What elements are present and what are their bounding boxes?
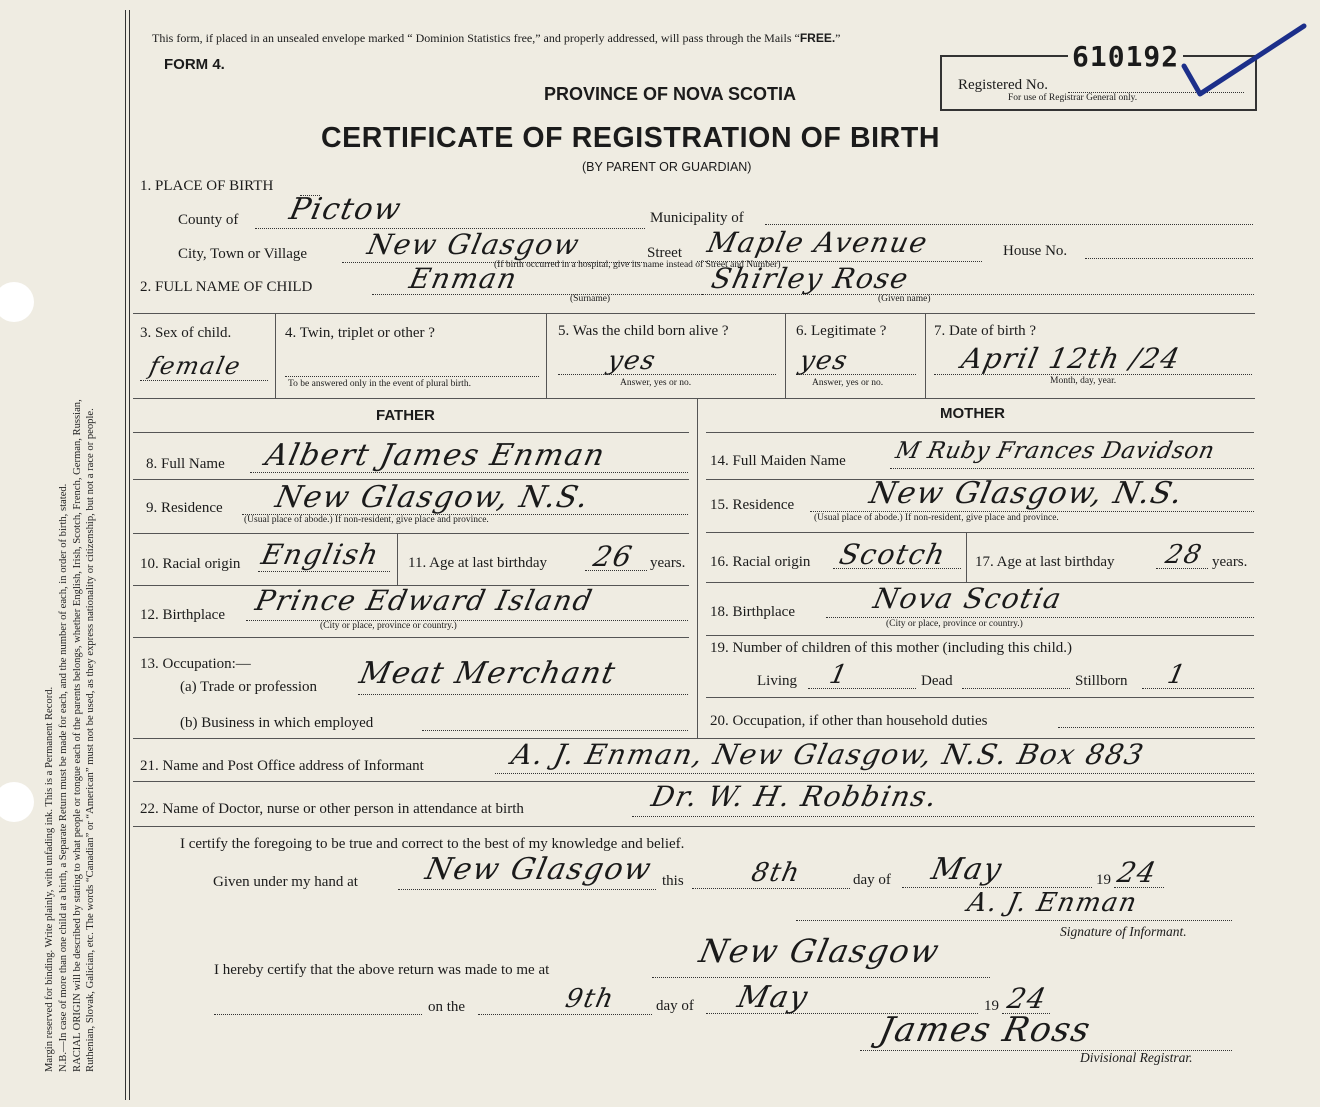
hospital-note: (If birth occurred in a hospital, give its name instead of Street and Number) — [494, 260, 781, 270]
given-place-line — [398, 889, 656, 890]
rule — [133, 313, 1255, 314]
informant-line — [495, 773, 1254, 774]
surname-caption: (Surname) — [570, 294, 611, 304]
doctor-line — [632, 816, 1254, 817]
living-line — [808, 688, 916, 689]
mother-name-line — [890, 468, 1254, 469]
dob-caption: Month, day, year. — [1050, 376, 1117, 386]
margin-note-line: N.B.—In case of more than one child at a birth, a Separate Return must be made for each, and the number of each, in order of birth, stated. — [57, 483, 69, 1072]
city-value[interactable]: New Glasgow — [364, 228, 584, 261]
mother-years: years. — [1212, 554, 1248, 570]
mother-heading: MOTHER — [940, 405, 1005, 422]
cert-year-prefix: 19 — [1096, 872, 1111, 888]
margin-note-line: Ruthenian, Slovak, Galician, etc. The words “Canadian” or “American” must not be used, as they express nationality or citizenship, but not a race or people. — [85, 408, 97, 1072]
father-residence-caption: (Usual place of abode.) If non-resident, give place and province. — [244, 515, 489, 525]
alive-value[interactable]: yes — [604, 346, 660, 376]
registrar-signature[interactable]: James Ross — [875, 1010, 1095, 1050]
dob-label: 7. Date of birth ? — [934, 323, 1037, 339]
rule — [706, 697, 1254, 698]
margin-note-line: Margin reserved for binding. Write plainly, with unfading ink. This is a Permanent Record. — [44, 686, 55, 1072]
mother-birthplace-label: 18. Birthplace — [710, 604, 795, 620]
child-surname[interactable]: Enman — [406, 262, 521, 295]
municipality-line — [765, 224, 1253, 225]
cert-year[interactable]: 24 — [1114, 856, 1161, 889]
informant-signature-line — [796, 920, 1232, 921]
rule — [706, 532, 1254, 533]
child-given-name[interactable]: Shirley Rose — [708, 262, 913, 295]
punch-hole-bottom — [0, 782, 34, 822]
sex-value[interactable]: female — [147, 352, 245, 380]
father-residence-label: 9. Residence — [146, 500, 223, 516]
alive-label: 5. Was the child born alive ? — [558, 323, 729, 339]
registered-no-value: 610192 — [1068, 40, 1183, 73]
registrar-statement: I hereby certify that the above return was made to me at — [214, 962, 550, 978]
municipality-label: Municipality of — [650, 210, 744, 226]
legitimate-value[interactable]: yes — [796, 346, 852, 376]
rule — [133, 637, 689, 638]
sex-label: 3. Sex of child. — [140, 325, 232, 341]
mother-racial-label: 16. Racial origin — [710, 554, 811, 570]
father-birthplace-label: 12. Birthplace — [140, 607, 225, 623]
mail-note: This form, if placed in an unsealed envelope marked “ Dominion Statistics free,” and properly addressed, will pass through the Mails “FREE.” — [152, 31, 841, 45]
registrar-place[interactable]: New Glasgow — [695, 932, 944, 970]
county-label: County of — [178, 212, 239, 228]
twin-label: 4. Twin, triplet or other ? — [285, 325, 435, 341]
stillborn-label: Stillborn — [1075, 673, 1128, 689]
living-value[interactable]: 1 — [826, 660, 852, 690]
registered-no-label: Registered No. — [958, 77, 1048, 93]
margin-rule-inner — [129, 10, 130, 1100]
mother-maiden-name[interactable]: M Ruby Frances Davidson — [893, 438, 1218, 464]
informant-value[interactable]: A. J. Enman, New Glasgow, N.S. Box 883 — [508, 738, 1148, 771]
mother-residence-label: 15. Residence — [710, 497, 795, 513]
place-of-birth-heading: 1. PLACE OF BIRTH — [140, 178, 274, 194]
registrar-day-line — [478, 1014, 652, 1015]
child-name-label: 2. FULL NAME OF CHILD — [140, 279, 313, 295]
father-trade-label: (a) Trade or profession — [180, 679, 318, 695]
father-occupation-label: 13. Occupation:— — [140, 656, 251, 672]
punch-hole-top — [0, 282, 34, 322]
father-racial-label: 10. Racial origin — [140, 556, 241, 572]
mother-occupation-line — [1058, 727, 1254, 728]
rule — [275, 313, 276, 398]
stillborn-value[interactable]: 1 — [1164, 660, 1190, 690]
given-place[interactable]: New Glasgow — [422, 852, 656, 887]
dead-label: Dead — [921, 673, 953, 689]
page-subtitle: (BY PARENT OR GUARDIAN) — [582, 160, 752, 174]
rule — [133, 826, 1255, 827]
rule — [133, 398, 1255, 399]
registrar-day[interactable]: 9th — [562, 984, 618, 1014]
doctor-value[interactable]: Dr. W. H. Robbins. — [648, 780, 942, 813]
province-heading: PROVINCE OF NOVA SCOTIA — [544, 84, 797, 104]
registrar-place-line — [652, 977, 990, 978]
father-name-label: 8. Full Name — [146, 456, 225, 472]
house-no-line — [1085, 258, 1253, 259]
street-label: Street — [647, 245, 682, 261]
mother-birthplace-caption: (City or place, province or country.) — [886, 619, 1023, 629]
certify-statement: I certify the foregoing to be true and correct to the best of my knowledge and belief. — [180, 836, 685, 852]
checkmark-icon — [1180, 18, 1310, 108]
registrar-day-of-label: day of — [656, 998, 694, 1014]
registrar-year[interactable]: 24 — [1004, 982, 1051, 1015]
this-label: this — [662, 873, 684, 889]
informant-signature[interactable]: A. J. Enman — [964, 888, 1141, 918]
house-no-label: House No. — [1003, 243, 1068, 259]
county-value[interactable]: Pictow — [286, 192, 406, 227]
given-name-caption: (Given name) — [878, 294, 931, 304]
twin-line — [285, 376, 539, 377]
rule — [706, 635, 1254, 636]
informant-label: 21. Name and Post Office address of Informant — [140, 758, 424, 774]
rule — [133, 432, 689, 433]
doctor-label: 22. Name of Doctor, nurse or other person in attendance at birth — [140, 801, 524, 817]
given-label: Given under my hand at — [213, 874, 358, 890]
mother-children-label: 19. Number of children of this mother (including this child.) — [710, 640, 1073, 656]
rule — [397, 533, 398, 585]
rule — [706, 432, 1254, 433]
father-age-label: 11. Age at last birthday — [408, 555, 547, 571]
legitimate-caption: Answer, yes or no. — [812, 378, 884, 388]
on-the-label: on the — [428, 999, 466, 1015]
parents-divider — [697, 398, 698, 738]
margin-notes — [43, 17, 123, 1072]
legitimate-label: 6. Legitimate ? — [796, 323, 887, 339]
cert-day-line — [692, 888, 850, 889]
dead-line — [962, 688, 1070, 689]
mother-racial[interactable]: Scotch — [836, 538, 950, 571]
father-age[interactable]: 26 — [590, 540, 637, 573]
father-racial[interactable]: English — [258, 538, 383, 571]
mother-residence-line — [810, 511, 1254, 512]
rule — [546, 313, 547, 398]
father-birthplace-line — [246, 620, 688, 621]
form-number: FORM 4. — [164, 56, 225, 73]
margin-rule — [125, 10, 126, 1100]
cert-day-of-label: day of — [853, 872, 891, 888]
father-trade[interactable]: Meat Merchant — [356, 656, 620, 691]
registrar-year-prefix: 19 — [984, 998, 999, 1014]
father-business-label: (b) Business in which employed — [180, 715, 374, 731]
rule — [785, 313, 786, 398]
alive-line — [558, 374, 776, 375]
alive-caption: Answer, yes or no. — [620, 378, 692, 388]
mother-age-label: 17. Age at last birthday — [975, 554, 1115, 570]
cert-day[interactable]: 8th — [748, 858, 804, 888]
mother-birthplace[interactable]: Nova Scotia — [870, 582, 1066, 615]
mother-residence-caption: (Usual place of abode.) If non-resident, give place and province. — [814, 513, 1059, 523]
mother-occupation-label: 20. Occupation, if other than household duties — [710, 713, 988, 729]
street-value[interactable]: Maple Avenue — [704, 226, 932, 259]
father-trade-line — [358, 694, 688, 695]
mother-birthplace-line — [826, 617, 1254, 618]
father-birthplace[interactable]: Prince Edward Island — [252, 584, 597, 617]
mother-age[interactable]: 28 — [1162, 540, 1206, 570]
page-title: CERTIFICATE OF REGISTRATION OF BIRTH — [321, 122, 941, 154]
rule — [966, 532, 967, 582]
mother-name-label: 14. Full Maiden Name — [710, 453, 846, 469]
father-birthplace-caption: (City or place, province or country.) — [320, 621, 457, 631]
twin-note: To be answered only in the event of plural birth. — [288, 379, 471, 389]
father-years: years. — [650, 555, 686, 571]
registrar-use-note: For use of Registrar General only. — [1008, 93, 1138, 103]
city-label: City, Town or Village — [178, 246, 308, 262]
mother-residence[interactable]: New Glasgow, N.S. — [866, 476, 1187, 511]
rule — [133, 533, 689, 534]
registrar-caption: Divisional Registrar. — [1080, 1050, 1193, 1065]
dob-value[interactable]: April 12th /24 — [958, 342, 1184, 375]
informant-signature-caption: Signature of Informant. — [1060, 924, 1187, 939]
rule — [925, 313, 926, 398]
stillborn-line — [1142, 688, 1254, 689]
father-business-line — [422, 730, 688, 731]
registrar-blank-line — [214, 1014, 422, 1015]
living-label: Living — [757, 673, 797, 689]
registrar-month[interactable]: May — [734, 980, 812, 1015]
father-racial-line — [258, 571, 390, 572]
cert-month[interactable]: May — [928, 852, 1006, 887]
father-heading: FATHER — [376, 407, 435, 424]
free-word: FREE. — [799, 31, 836, 45]
father-name[interactable]: Albert James Enman — [262, 438, 609, 473]
sex-line — [140, 380, 268, 381]
father-residence[interactable]: New Glasgow, N.S. — [272, 480, 593, 515]
margin-note-line: RACIAL ORIGIN will be described by stating to what people or tongue each of the parents belongs, whether English, Irish, Scotch, French, German, Russian, — [71, 399, 83, 1072]
